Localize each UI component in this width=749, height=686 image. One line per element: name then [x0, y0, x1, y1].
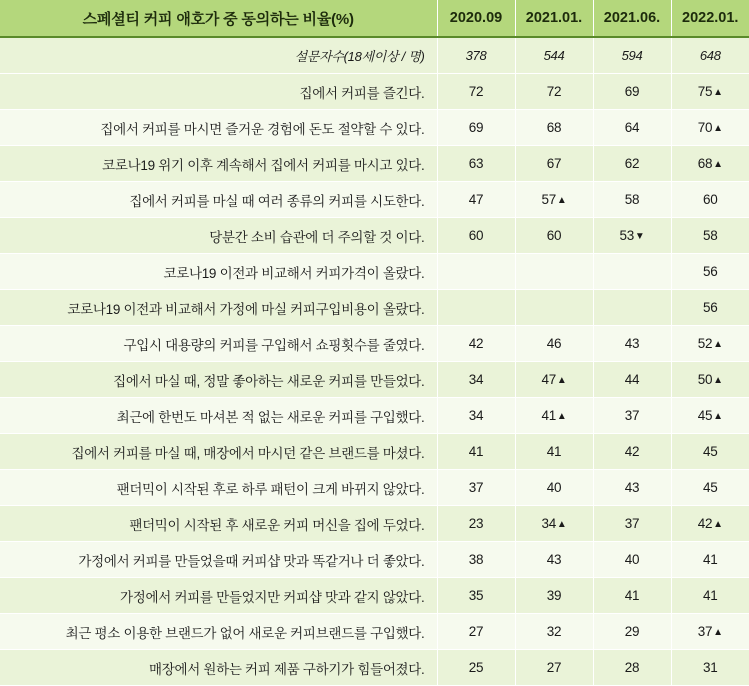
row-value	[593, 146, 671, 182]
value-text: 37	[624, 408, 640, 423]
row-value	[671, 218, 749, 254]
row-value	[593, 506, 671, 542]
value-text: 41	[624, 588, 640, 603]
triangle-up-icon: ▲	[713, 519, 723, 530]
sample-size-2022-01: 648	[671, 37, 749, 74]
row-label: 최근에 한번도 마셔본 적 없는 새로운 커피를 구입했다.	[0, 398, 437, 434]
triangle-up-icon: ▲	[556, 519, 567, 530]
table-row	[0, 110, 749, 146]
value-text: 60	[546, 228, 562, 243]
row-value	[515, 146, 593, 182]
value-text: 64	[624, 120, 640, 135]
row-value	[671, 362, 749, 398]
row-value	[515, 74, 593, 110]
value-text: 60	[703, 192, 718, 207]
value-text: 23	[468, 516, 484, 531]
value-text: 63	[468, 156, 484, 171]
value-text: 45	[703, 480, 718, 495]
row-value	[437, 146, 515, 182]
row-label: 구입시 대용량의 커피를 구입해서 쇼핑횟수를 줄였다.	[0, 326, 437, 362]
value-text: 37	[624, 516, 640, 531]
value-text: 42	[624, 444, 640, 459]
row-value	[437, 542, 515, 578]
triangle-up-icon: ▲	[713, 339, 723, 350]
table-header-row	[0, 0, 749, 37]
value-text: 56	[703, 264, 718, 279]
row-value	[593, 218, 671, 254]
table-header	[0, 0, 749, 37]
value-text: 69	[468, 120, 484, 135]
value-text: 72	[546, 84, 562, 99]
row-value	[593, 110, 671, 146]
row-label: 코로나19 이전과 비교해서 가정에 마실 커피구입비용이 올랐다.	[0, 290, 437, 326]
column-header-2021-01: 2021.01.	[515, 0, 593, 37]
value-text: 62	[624, 156, 640, 171]
row-value	[671, 254, 749, 290]
row-value	[671, 326, 749, 362]
row-label: 팬더믹이 시작된 후로 하루 패턴이 크게 바뀌지 않았다.	[0, 470, 437, 506]
value-text: 43	[546, 552, 562, 567]
row-label: 집에서 커피를 마실 때 여러 종류의 커피를 시도한다.	[0, 182, 437, 218]
sample-size-2021-06: 594	[593, 37, 671, 74]
triangle-up-icon: ▲	[713, 159, 723, 170]
column-header-2022-01: 2022.01.	[671, 0, 749, 37]
triangle-down-icon: ▼	[634, 231, 645, 242]
row-value	[515, 614, 593, 650]
value-text: 32	[546, 624, 562, 639]
row-value	[515, 182, 593, 218]
table-body	[0, 37, 749, 686]
value-text: 41	[703, 588, 718, 603]
value-text: 53	[619, 228, 634, 243]
value-text: 31	[703, 660, 718, 675]
table-row	[0, 470, 749, 506]
value-text: 42	[468, 336, 484, 351]
table-row	[0, 218, 749, 254]
table-title: 스페셜티 커피 애호가 중 동의하는 비율(%)	[0, 0, 437, 37]
row-value	[671, 614, 749, 650]
row-value	[515, 506, 593, 542]
row-value	[437, 398, 515, 434]
value-text: 40	[546, 480, 562, 495]
row-label: 매장에서 원하는 커피 제품 구하기가 힘들어졌다.	[0, 650, 437, 686]
row-value	[515, 290, 593, 326]
table-row	[0, 182, 749, 218]
value-text: 45	[703, 444, 718, 459]
row-value	[437, 362, 515, 398]
value-text: 29	[624, 624, 640, 639]
value-text: 45	[697, 408, 713, 423]
value-text: 67	[546, 156, 562, 171]
row-value	[515, 110, 593, 146]
row-label: 당분간 소비 습관에 더 주의할 것 이다.	[0, 218, 437, 254]
value-text: 43	[624, 336, 640, 351]
value-text: 39	[546, 588, 562, 603]
column-header-2020-09: 2020.09	[437, 0, 515, 37]
value-text: 58	[624, 192, 640, 207]
value-text: 27	[546, 660, 562, 675]
sample-size-2020-09: 378	[437, 37, 515, 74]
value-text: 38	[468, 552, 484, 567]
value-text: 42	[697, 516, 713, 531]
table-row	[0, 362, 749, 398]
row-value	[515, 326, 593, 362]
triangle-up-icon: ▲	[713, 87, 723, 98]
value-text: 37	[697, 624, 713, 639]
triangle-up-icon: ▲	[713, 411, 723, 422]
row-value	[671, 398, 749, 434]
value-text: 44	[624, 372, 640, 387]
value-text: 37	[468, 480, 484, 495]
row-value	[437, 470, 515, 506]
row-value	[593, 542, 671, 578]
row-value	[437, 326, 515, 362]
row-value	[593, 182, 671, 218]
row-label: 집에서 커피를 마실 때, 매장에서 마시던 같은 브랜드를 마셨다.	[0, 434, 437, 470]
row-value	[671, 110, 749, 146]
row-value	[437, 506, 515, 542]
table-row	[0, 254, 749, 290]
sample-size-2021-01: 544	[515, 37, 593, 74]
row-value	[437, 254, 515, 290]
row-value	[515, 398, 593, 434]
value-text: 50	[697, 372, 713, 387]
row-value	[515, 254, 593, 290]
table-row	[0, 434, 749, 470]
row-value	[593, 398, 671, 434]
row-value	[593, 434, 671, 470]
table-row	[0, 74, 749, 110]
sample-size-row	[0, 37, 749, 74]
value-text: 52	[697, 336, 713, 351]
row-label: 가정에서 커피를 만들었을때 커피샵 맛과 똑같거나 더 좋았다.	[0, 542, 437, 578]
triangle-up-icon: ▲	[556, 375, 567, 386]
value-text: 28	[624, 660, 640, 675]
value-text: 58	[703, 228, 718, 243]
value-text: 70	[697, 120, 713, 135]
row-value	[593, 326, 671, 362]
row-value	[593, 74, 671, 110]
triangle-up-icon: ▲	[713, 627, 723, 638]
row-value	[671, 470, 749, 506]
row-value	[671, 290, 749, 326]
value-text: 68	[546, 120, 562, 135]
value-text: 72	[468, 84, 484, 99]
value-text: 47	[541, 372, 556, 387]
triangle-up-icon: ▲	[713, 375, 723, 386]
row-label: 집에서 커피를 즐긴다.	[0, 74, 437, 110]
row-value	[593, 614, 671, 650]
table-row	[0, 578, 749, 614]
row-label: 가정에서 커피를 만들었지만 커피샵 맛과 같지 않았다.	[0, 578, 437, 614]
sample-size-label: 설문자수(18세이상 / 명)	[0, 37, 437, 74]
table-row	[0, 146, 749, 182]
row-value	[437, 74, 515, 110]
row-value	[515, 434, 593, 470]
row-value	[671, 434, 749, 470]
value-text: 25	[468, 660, 484, 675]
value-text: 40	[624, 552, 640, 567]
value-text: 56	[703, 300, 718, 315]
value-text: 41	[546, 444, 562, 459]
row-value	[671, 578, 749, 614]
row-value	[671, 182, 749, 218]
row-value	[671, 74, 749, 110]
triangle-up-icon: ▲	[556, 195, 567, 206]
value-text: 35	[468, 588, 484, 603]
row-value	[437, 614, 515, 650]
value-text: 57	[541, 192, 556, 207]
table-row	[0, 614, 749, 650]
triangle-up-icon: ▲	[713, 123, 723, 134]
row-value	[515, 470, 593, 506]
table-row	[0, 398, 749, 434]
value-text: 34	[468, 408, 484, 423]
row-value	[593, 290, 671, 326]
row-label: 최근 평소 이용한 브랜드가 없어 새로운 커피브랜드를 구입했다.	[0, 614, 437, 650]
row-value	[515, 218, 593, 254]
row-value	[437, 182, 515, 218]
row-value	[515, 362, 593, 398]
row-label: 집에서 마실 때, 정말 좋아하는 새로운 커피를 만들었다.	[0, 362, 437, 398]
row-value	[671, 146, 749, 182]
table-row	[0, 290, 749, 326]
value-text: 60	[468, 228, 484, 243]
row-value	[515, 542, 593, 578]
value-text: 34	[541, 516, 556, 531]
row-value	[593, 254, 671, 290]
row-value	[437, 578, 515, 614]
value-text: 41	[703, 552, 718, 567]
row-value	[437, 110, 515, 146]
row-label: 코로나19 위기 이후 계속해서 집에서 커피를 마시고 있다.	[0, 146, 437, 182]
row-label: 코로나19 이전과 비교해서 커피가격이 올랐다.	[0, 254, 437, 290]
row-value	[593, 470, 671, 506]
row-value	[671, 506, 749, 542]
value-text: 68	[697, 156, 713, 171]
column-header-2021-06: 2021.06.	[593, 0, 671, 37]
triangle-up-icon: ▲	[556, 411, 567, 422]
value-text: 41	[541, 408, 556, 423]
value-text: 69	[624, 84, 640, 99]
row-value	[437, 290, 515, 326]
row-value	[515, 578, 593, 614]
table-row	[0, 542, 749, 578]
row-value	[437, 434, 515, 470]
value-text: 47	[468, 192, 484, 207]
row-value	[593, 578, 671, 614]
value-text: 46	[546, 336, 562, 351]
value-text: 75	[697, 84, 713, 99]
row-value	[437, 218, 515, 254]
value-text: 41	[468, 444, 484, 459]
row-label: 팬더믹이 시작된 후 새로운 커피 머신을 집에 두었다.	[0, 506, 437, 542]
value-text: 34	[468, 372, 484, 387]
row-value	[671, 542, 749, 578]
table-row	[0, 326, 749, 362]
row-value	[593, 362, 671, 398]
value-text: 43	[624, 480, 640, 495]
table-row	[0, 506, 749, 542]
row-label: 집에서 커피를 마시면 즐거운 경험에 돈도 절약할 수 있다.	[0, 110, 437, 146]
value-text: 27	[468, 624, 484, 639]
